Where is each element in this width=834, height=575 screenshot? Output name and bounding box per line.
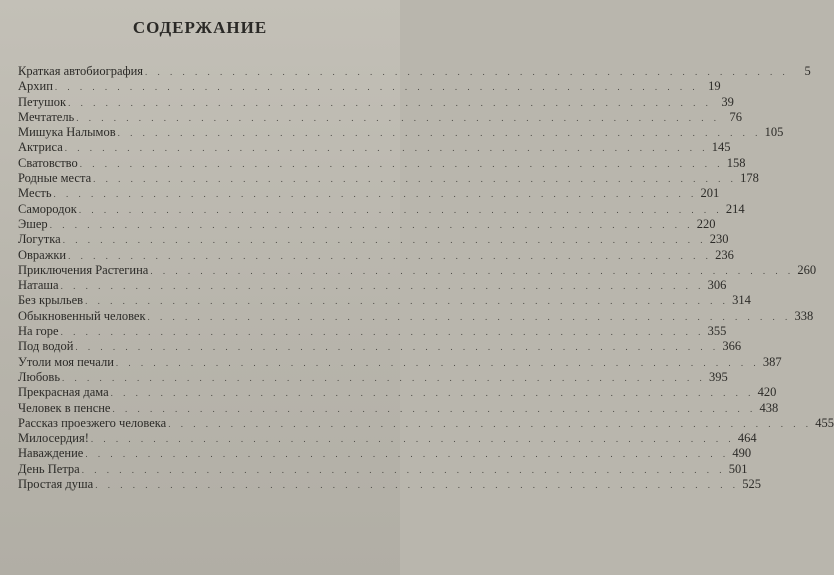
toc-entry-page-number: 260 — [797, 262, 817, 277]
dot-leader: . . . . . . . . . . . . . . . . . . . . . . . . . . . . . . . . . . . . . . . . . . . . . . . . . . . . — [62, 372, 706, 383]
dot-leader: . . . . . . . . . . . . . . . . . . . . . . . . . . . . . . . . . . . . . . . . . . . . . . . . . . . . — [168, 418, 812, 429]
dot-leader: . . . . . . . . . . . . . . . . . . . . . . . . . . . . . . . . . . . . . . . . . . . . . . . . . . . . — [147, 311, 792, 322]
toc-entry-page-number: 387 — [762, 354, 782, 369]
toc-entry-title: Самородок — [18, 201, 77, 216]
dot-leader: . . . . . . . . . . . . . . . . . . . . . . . . . . . . . . . . . . . . . . . . . . . . . . . . . . . . — [68, 97, 712, 108]
toc-entry — [18, 79, 721, 94]
toc-entry-title: Наваждение — [18, 446, 84, 461]
toc-entry — [18, 477, 761, 492]
toc-entry — [18, 415, 834, 431]
dot-leader: . . . . . . . . . . . . . . . . . . . . . . . . . . . . . . . . . . . . . . . . . . . . . . . . . . . . — [62, 235, 707, 246]
toc-entry-page-number: 236 — [715, 247, 734, 262]
toc-entry-page-number: 490 — [732, 446, 752, 461]
toc-entry — [18, 278, 727, 293]
toc-entry-title: Мишука Налымов — [18, 125, 116, 140]
dot-leader: . . . . . . . . . . . . . . . . . . . . . . . . . . . . . . . . . . . . . . . . . . . . . . . . . . . . — [90, 434, 735, 445]
toc-entry — [18, 446, 752, 461]
toc-entry-title: Утоли моя печали — [18, 354, 114, 369]
toc-entry — [18, 400, 779, 416]
toc-entry — [18, 232, 729, 247]
toc-entry — [18, 140, 731, 155]
toc-entry — [18, 94, 734, 110]
toc-entry-page-number: 464 — [737, 431, 757, 446]
toc-entry — [18, 216, 716, 232]
toc-entry-title: Милосердия! — [18, 431, 89, 446]
toc-entry-title: Месть — [18, 186, 52, 201]
toc-entry — [18, 186, 720, 201]
dot-leader: . . . . . . . . . . . . . . . . . . . . . . . . . . . . . . . . . . . . . . . . . . . . . . . . . . . . — [93, 174, 737, 185]
toc-entry — [18, 369, 728, 385]
toc-entry — [18, 201, 745, 217]
toc-entry-page-number: 501 — [728, 461, 748, 476]
toc-entry-page-number: 105 — [764, 125, 784, 140]
toc-entry-title: Логутка — [18, 232, 61, 247]
toc-entry-title: Без крыльев — [18, 293, 84, 308]
toc-entry-page-number: 158 — [726, 155, 746, 170]
toc-entry-title: Человек в пенсне — [18, 400, 111, 415]
toc-entry-title: Рассказ проезжего человека — [18, 415, 167, 430]
toc-entry-title: Приключения Растегина — [18, 262, 149, 277]
toc-entry-title: Прекрасная дама — [18, 385, 109, 400]
toc-entry-title: День Петра — [18, 461, 80, 476]
toc-entry-title: Овражки — [18, 247, 67, 262]
table-of-contents — [18, 64, 834, 492]
dot-leader: . . . . . . . . . . . . . . . . . . . . . . . . . . . . . . . . . . . . . . . . . . . . . . . . . . . . — [115, 357, 760, 368]
toc-entry-title: На горе — [18, 324, 59, 339]
dot-leader: . . . . . . . . . . . . . . . . . . . . . . . . . . . . . . . . . . . . . . . . . . . . . . . . . . . . — [60, 281, 705, 292]
toc-entry-page-number: 366 — [722, 339, 742, 354]
dot-leader: . . . . . . . . . . . . . . . . . . . . . . . . . . . . . . . . . . . . . . . . . . . . . . . . . . . . — [150, 265, 795, 276]
dot-leader: . . . . . . . . . . . . . . . . . . . . . . . . . . . . . . . . . . . . . . . . . . . . . . . . . . . . — [112, 403, 757, 414]
dot-leader: . . . . . . . . . . . . . . . . . . . . . . . . . . . . . . . . . . . . . . . . . . . . . . . . . . . . — [53, 189, 698, 200]
toc-entry — [18, 431, 757, 446]
toc-entry — [18, 461, 748, 477]
toc-entry-page-number: 76 — [729, 109, 743, 124]
toc-entry-page-number: 39 — [721, 94, 734, 109]
toc-entry-title: Простая душа — [18, 477, 94, 492]
dot-leader: . . . . . . . . . . . . . . . . . . . . . . . . . . . . . . . . . . . . . . . . . . . . . . . . . . . . — [75, 342, 720, 353]
toc-entry — [18, 109, 743, 125]
toc-entry-page-number: 220 — [696, 216, 716, 231]
toc-entry-page-number: 19 — [708, 79, 721, 94]
dot-leader: . . . . . . . . . . . . . . . . . . . . . . . . . . . . . . . . . . . . . . . . . . . . . . . . . . . . — [49, 219, 694, 230]
dot-leader: . . . . . . . . . . . . . . . . . . . . . . . . . . . . . . . . . . . . . . . . . . . . . . . . . . . . — [95, 480, 739, 491]
toc-entry-title: Сватовство — [18, 155, 78, 170]
dot-leader: . . . . . . . . . . . . . . . . . . . . . . . . . . . . . . . . . . . . . . . . . . . . . . . . . . . . — [145, 67, 789, 77]
toc-entry-page-number: 395 — [709, 369, 728, 384]
toc-entry-page-number: 178 — [740, 171, 759, 186]
toc-entry-page-number: 355 — [707, 324, 727, 339]
toc-entry-title: Мечтатель — [18, 109, 75, 124]
dot-leader: . . . . . . . . . . . . . . . . . . . . . . . . . . . . . . . . . . . . . . . . . . . . . . . . . . . . — [81, 464, 726, 475]
toc-entry — [18, 125, 784, 140]
toc-entry-title: Обыкновенный человек — [18, 308, 146, 323]
toc-entry — [18, 385, 777, 400]
toc-entry — [18, 247, 734, 263]
toc-entry-page-number: 420 — [757, 385, 777, 400]
dot-leader: . . . . . . . . . . . . . . . . . . . . . . . . . . . . . . . . . . . . . . . . . . . . . . . . . . . . — [117, 128, 762, 139]
toc-entry-title: Архип — [18, 79, 53, 94]
toc-entry — [18, 324, 727, 339]
toc-entry-page-number: 306 — [707, 278, 727, 293]
toc-entry-title: Петушок — [18, 94, 67, 109]
dot-leader: . . . . . . . . . . . . . . . . . . . . . . . . . . . . . . . . . . . . . . . . . . . . . . . . . . . . — [76, 112, 721, 123]
toc-entry — [18, 262, 817, 278]
toc-entry-title: Краткая автобиография — [18, 64, 144, 78]
dot-leader: . . . . . . . . . . . . . . . . . . . . . . . . . . . . . . . . . . . . . . . . . . . . . . . . . . . . — [85, 449, 730, 460]
toc-entry-page-number: 438 — [759, 400, 779, 415]
toc-entry-title: Наташа — [18, 278, 59, 293]
toc-entry — [18, 354, 782, 370]
toc-entry-title: Родные места — [18, 171, 92, 186]
page-title: СОДЕРЖАНИЕ — [132, 18, 268, 37]
dot-leader: . . . . . . . . . . . . . . . . . . . . . . . . . . . . . . . . . . . . . . . . . . . . . . . . . . . . — [64, 143, 709, 154]
toc-entry-title: Под водой — [18, 339, 74, 354]
dot-leader: . . . . . . . . . . . . . . . . . . . . . . . . . . . . . . . . . . . . . . . . . . . . . . . . . . . . — [60, 327, 705, 338]
toc-entry-page-number: 5 — [804, 64, 811, 78]
dot-leader: . . . . . . . . . . . . . . . . . . . . . . . . . . . . . . . . . . . . . . . . . . . . . . . . . . . . — [79, 158, 724, 169]
dot-leader: . . . . . . . . . . . . . . . . . . . . . . . . . . . . . . . . . . . . . . . . . . . . . . . . . . . . — [68, 250, 712, 261]
toc-entry-page-number: 525 — [742, 477, 761, 492]
toc-entry — [18, 64, 811, 79]
toc-entry-page-number: 214 — [725, 201, 745, 216]
dot-leader: . . . . . . . . . . . . . . . . . . . . . . . . . . . . . . . . . . . . . . . . . . . . . . . . . . . . — [85, 296, 729, 307]
dot-leader: . . . . . . . . . . . . . . . . . . . . . . . . . . . . . . . . . . . . . . . . . . . . . . . . . . . . — [110, 388, 755, 399]
toc-entry-page-number: 455 — [815, 415, 834, 430]
toc-entry-page-number: 230 — [709, 232, 729, 247]
toc-entry-title: Эшер — [18, 216, 48, 231]
toc-entry-page-number: 145 — [711, 140, 731, 155]
toc-entry-page-number: 314 — [732, 293, 751, 308]
toc-entry — [18, 293, 751, 308]
toc-entry — [18, 339, 742, 354]
dot-leader: . . . . . . . . . . . . . . . . . . . . . . . . . . . . . . . . . . . . . . . . . . . . . . . . . . . . — [54, 82, 699, 93]
toc-entry — [18, 308, 814, 324]
toc-entry-page-number: 201 — [700, 186, 720, 201]
toc-entry-page-number: 338 — [794, 308, 814, 323]
toc-entry — [18, 155, 746, 171]
dot-leader: . . . . . . . . . . . . . . . . . . . . . . . . . . . . . . . . . . . . . . . . . . . . . . . . . . . . — [78, 204, 723, 215]
toc-entry-title: Актриса — [18, 140, 63, 155]
toc-entry-title: Любовь — [18, 369, 61, 384]
toc-entry — [18, 171, 759, 186]
